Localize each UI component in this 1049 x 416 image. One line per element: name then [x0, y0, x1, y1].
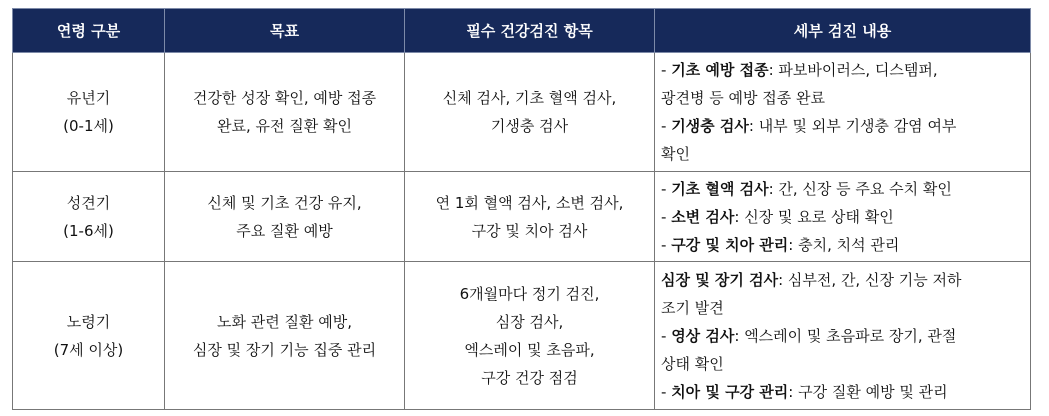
- detail-line: - 기생충 검사: 내부 및 외부 기생충 감염 여부: [661, 117, 957, 135]
- items-cell: [405, 53, 655, 172]
- items-line: 구강 건강 점검: [481, 368, 578, 387]
- detail-term: 치아 및 구강 관리: [671, 382, 789, 401]
- header-details: 세부 검진 내용: [655, 9, 1031, 53]
- items-line: 구강 및 치아 검사: [471, 221, 588, 240]
- goal-line: 주요 질환 예방: [236, 221, 333, 240]
- detail-line: 조기 발견: [661, 298, 724, 317]
- table-row: [13, 53, 1031, 172]
- age-cell: [13, 172, 165, 262]
- health-checkup-table: [12, 8, 1031, 410]
- items-line: 6개월마다 정기 검진,: [459, 284, 600, 303]
- items-line: 신체 검사, 기초 혈액 검사,: [442, 89, 617, 107]
- header-required-items: 필수 건강검진 항목: [405, 9, 655, 53]
- detail-term: 기초 혈액 검사: [671, 179, 769, 198]
- detail-term: 기초 예방 접종: [671, 61, 769, 79]
- detail-line: - 치아 및 구강 관리: 구강 질환 예방 및 관리: [661, 382, 948, 401]
- items-line: 기생충 검사: [490, 117, 569, 135]
- items-cell: [405, 262, 655, 410]
- details-cell: [655, 262, 1031, 410]
- age-cell: [13, 53, 165, 172]
- header-goal: 목표: [165, 9, 405, 53]
- detail-term: 소변 검사: [671, 207, 735, 226]
- goal-line: 심장 및 장기 기능 집중 관리: [192, 340, 377, 359]
- detail-line: - 구강 및 치아 관리: 충치, 치석 관리: [661, 235, 900, 254]
- items-line: 연 1회 혈액 검사, 소변 검사,: [435, 193, 624, 212]
- items-line: 심장 검사,: [495, 312, 564, 331]
- detail-term: 심장 및 장기 검사: [661, 270, 779, 289]
- table-row: [13, 172, 1031, 262]
- details-cell: [655, 172, 1031, 262]
- items-cell: [405, 172, 655, 262]
- details-cell: [655, 53, 1031, 172]
- detail-line: 확인: [661, 145, 690, 163]
- age-cell: [13, 262, 165, 410]
- detail-line: - 기초 예방 접종: 파보바이러스, 디스템퍼,: [661, 61, 938, 79]
- detail-line: 광견병 등 예방 접종 완료: [661, 89, 825, 107]
- detail-line: - 기초 혈액 검사: 간, 신장 등 주요 수치 확인: [661, 179, 952, 198]
- goal-line: 완료, 유전 질환 확인: [217, 117, 352, 135]
- goal-cell: [165, 172, 405, 262]
- items-line: 엑스레이 및 초음파,: [464, 340, 595, 359]
- header-age: 연령 구분: [13, 9, 165, 53]
- table-header-row: [13, 9, 1031, 53]
- goal-cell: [165, 53, 405, 172]
- detail-line: 상태 확인: [661, 354, 724, 373]
- detail-term: 구강 및 치아 관리: [671, 235, 789, 254]
- goal-line: 신체 및 기초 건강 유지,: [207, 193, 362, 212]
- detail-line: - 영상 검사: 엑스레이 및 초음파로 장기, 관절: [661, 326, 957, 345]
- detail-line: - 소변 검사: 신장 및 요로 상태 확인: [661, 207, 894, 226]
- goal-line: 노화 관련 질환 예방,: [217, 312, 352, 331]
- detail-term: 영상 검사: [671, 326, 735, 345]
- table-row: [13, 262, 1031, 410]
- age-label: 성견기: [66, 193, 111, 212]
- goal-line: 건강한 성장 확인, 예방 접종: [192, 89, 377, 107]
- age-label: 유년기: [66, 89, 111, 107]
- goal-cell: [165, 262, 405, 410]
- age-range: (0-1세): [63, 117, 114, 135]
- detail-term: 기생충 검사: [671, 117, 749, 135]
- age-label: 노령기: [66, 312, 111, 331]
- health-checkup-table-container: [12, 8, 1030, 410]
- age-range: (1-6세): [63, 221, 114, 240]
- age-range: (7세 이상): [53, 340, 124, 359]
- detail-line: 심장 및 장기 검사: 심부전, 간, 신장 기능 저하: [661, 270, 962, 289]
